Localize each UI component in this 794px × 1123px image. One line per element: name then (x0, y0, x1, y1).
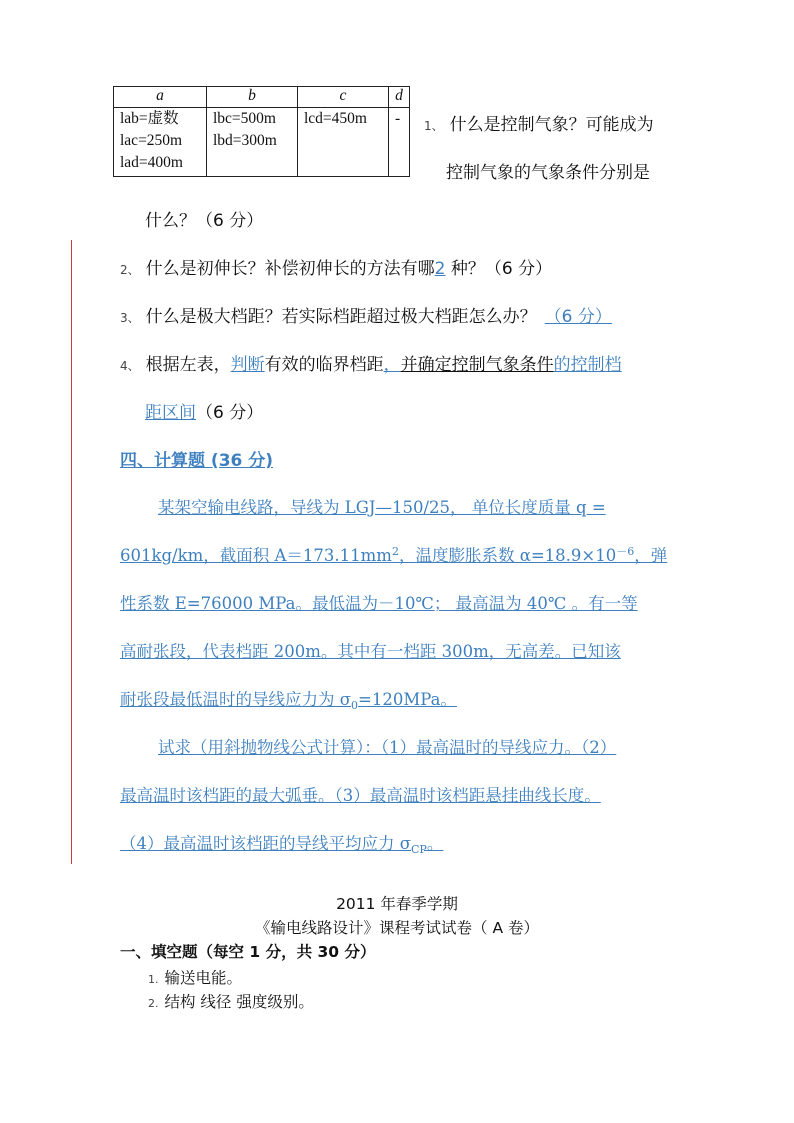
table-cell-b (207, 108, 298, 177)
cell-lab: lab=虚数 (120, 110, 179, 127)
question-2-text-a: 什么是初伸长？补偿初伸长的方法有哪 (145, 259, 435, 279)
cell-lad: lad=400m (120, 154, 183, 171)
table-header-row (114, 87, 410, 108)
question-4-text-f: 的控制档 (553, 355, 622, 375)
question-4-line1 (120, 350, 622, 375)
question-4-line2 (145, 398, 263, 423)
question-4-text-b: 判断 (230, 355, 265, 375)
request-line-2: 最高温时该档距的最大弧垂。（3）最高温时该档距悬挂曲线长度。 (120, 786, 601, 805)
question-1-number: 1、 (424, 119, 444, 133)
problem-line-2-sup2: －6 (616, 545, 635, 558)
table-header-d: d (389, 87, 410, 108)
answer-section-1: 一、填空题（每空 1 分，共 30 分） (120, 943, 376, 961)
condition-table (113, 86, 410, 177)
question-4-text-d: ， (383, 355, 401, 375)
section-4-heading: 四、计算题 (36 分) (120, 451, 274, 471)
problem-line-2-sup: 2 (391, 545, 399, 558)
answer-item-1-number: 1. (148, 973, 159, 986)
table-cell-c (298, 108, 389, 177)
question-4-interval: 距区间 (145, 403, 196, 423)
problem-line-5 (120, 686, 457, 712)
answer-item-1-text: 输送电能。 (164, 969, 243, 987)
answer-title-course: 《输电线路设计》课程考试试卷（ A 卷） (255, 919, 539, 937)
cell-lbc: lbc=500m (213, 110, 276, 127)
cell-lcd: lcd=450m (304, 110, 367, 127)
problem-line-2-a: 601kg/km，截面积 A＝173.11mm (120, 546, 392, 565)
table-cell-d (389, 108, 410, 177)
question-2-number: 2、 (120, 263, 140, 277)
problem-line-2-b: ，温度膨胀系数 α=18.9×10 (398, 546, 617, 565)
cell-lac: lac=250m (120, 132, 183, 149)
margin-line (71, 240, 72, 864)
question-3-score: （6 分） (544, 307, 612, 327)
problem-line-5-b: =120MPa。 (358, 690, 457, 709)
problem-line-1: 某架空输电线路，导线为 LGJ—150/25， 单位长度质量 q = (158, 498, 606, 517)
answer-item-2-number: 2. (148, 997, 159, 1010)
question-4-text-e: 并确定控制气象条件 (400, 355, 554, 375)
answer-item-1 (148, 966, 242, 988)
question-1-line1 (424, 110, 654, 135)
question-4-text-a: 根据左表， (145, 355, 231, 375)
problem-line-4: 高耐张段，代表档距 200m。其中有一档距 300m，无高差。已知该 (120, 642, 621, 661)
question-3-number: 3、 (120, 311, 140, 325)
problem-line-3: 性系数 E=76000 MPa。最低温为－10℃； 最高温为 40℃ 。有一等 (120, 594, 638, 613)
question-4-number: 4、 (120, 359, 140, 373)
problem-line-5-sub: 0 (351, 699, 359, 712)
question-1-text1: 什么是控制气象？可能成为 (449, 115, 654, 135)
cell-lbd: lbd=300m (213, 132, 277, 149)
question-1-line3: 什么？（6 分） (145, 211, 264, 231)
table-header-c: c (298, 87, 389, 108)
request-line-3-b: 。 (426, 834, 444, 853)
request-line-1: 试求（用斜抛物线公式计算）：（1）最高温时的导线应力。（2） (158, 738, 617, 757)
table-header-b: b (207, 87, 298, 108)
request-line-3-a: （4）最高温时该档距的导线平均应力 σ (120, 834, 412, 853)
problem-line-2-c: ，弹 (634, 546, 668, 565)
question-4-score: （6 分） (196, 403, 264, 423)
answer-title-year: 2011 年春季学期 (336, 895, 458, 913)
table-cell-a (114, 108, 207, 177)
question-2-text-c: 种？（6 分） (445, 259, 553, 279)
table-header-a: a (114, 87, 207, 108)
problem-line-2 (120, 542, 667, 566)
answer-item-2-text: 结构 线径 强度级别。 (164, 993, 314, 1011)
question-3-text: 什么是极大档距？若实际档距超过极大档距怎么办？ (145, 307, 537, 327)
table-row (114, 108, 410, 177)
question-2 (120, 254, 552, 279)
problem-line-5-a: 耐张段最低温时的导线应力为 σ (120, 690, 352, 709)
answer-item-2 (148, 990, 314, 1012)
question-2-count: 2 (434, 259, 446, 279)
question-1-line2: 控制气象的气象条件分别是 (446, 163, 650, 183)
question-3 (120, 302, 612, 327)
request-line-3-sub: CP (411, 843, 427, 856)
cell-d: - (395, 110, 401, 127)
request-line-3 (120, 830, 443, 856)
question-4-text-c: 有效的临界档距 (264, 355, 384, 375)
